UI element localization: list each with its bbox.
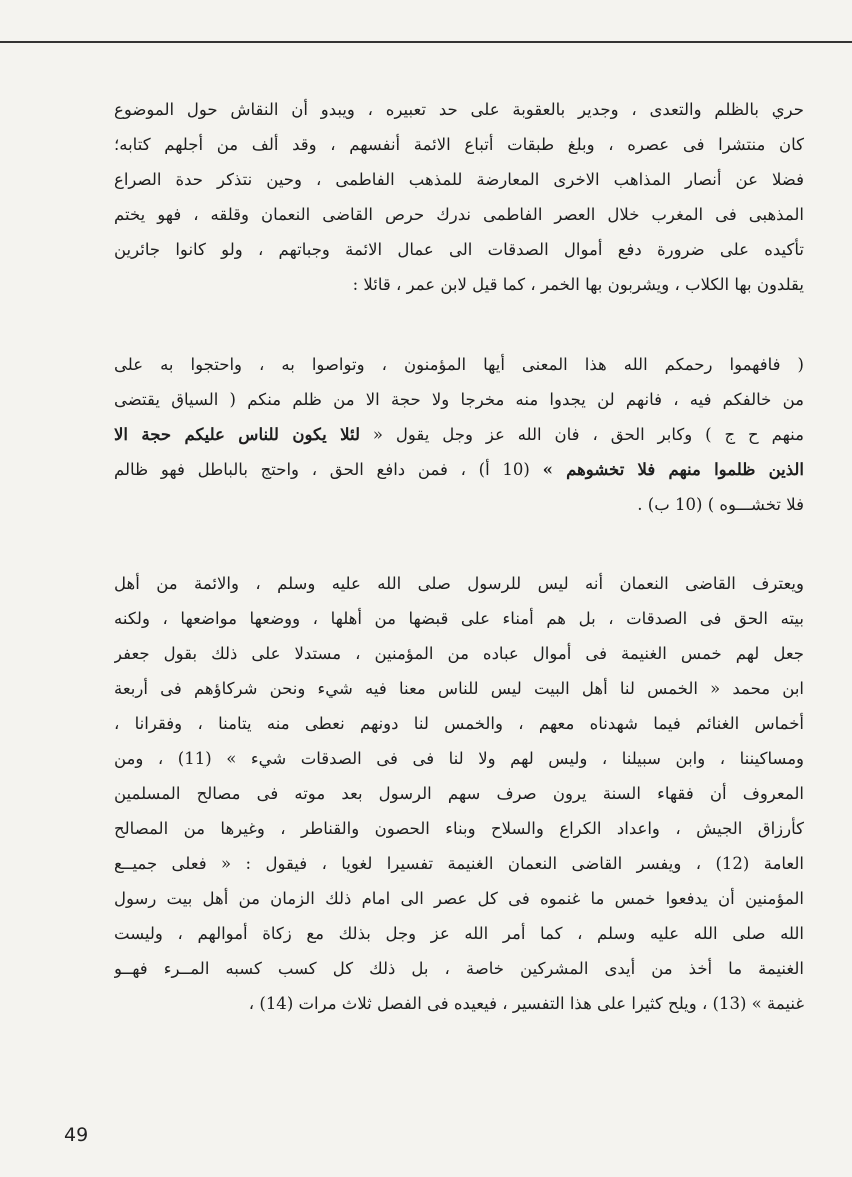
quote-line: من خالفكم فيه ، فانهم لن يجدوا منه مخرجا ولا حجة الا من ظلم منكم ( السياق يقتضى [114, 390, 804, 409]
paragraph-line: الله صلى الله عليه وسلم ، كما أمر الله عز وجل بذلك مع زكاة أموالهم ، وليست [114, 924, 804, 943]
paragraph-1 [114, 92, 804, 302]
paragraph-line: حري بالظلم والتعدى ، وجدير بالعقوبة على حد تعبيره ، ويبدو أن النقاش حول الموضوع [114, 100, 804, 119]
paragraph-line: جعل لهم خمس الغنيمة فى أموال عباده من المؤمنين ، مستدلا على ذلك بقول جعفر [114, 644, 804, 663]
quran-verse-text: الذين ظلموا منهم فلا تخشوهم » [542, 460, 804, 479]
quotation-paragraph [114, 347, 804, 522]
quote-text: منهم ح ج ) وكابر الحق ، فان الله عز وجل يقول « [372, 425, 804, 444]
paragraph-line: المعروف أن فقهاء السنة يرون صرف سهم الرسول بعد موته فى مصالح المسلمين [114, 784, 804, 803]
paragraph-line: كأرزاق الجيش ، واعداد الكراع والسلاح وبناء الحصون والقناطر ، وغيرها من المصالح [114, 819, 804, 838]
paragraph-line: الغنيمة ما أخذ من أيدى المشركين خاصة ، بل ذلك كل كسب كسبه المــرء فهــو [114, 959, 804, 978]
quote-line: فلا تخشـــوه ) (10 ب) . [637, 495, 804, 514]
paragraph-line: يقلدون بها الكلاب ، ويشربون بها الخمر ، كما قيل لابن عمر ، قائلا : [352, 275, 804, 294]
paragraph-3 [114, 566, 804, 1021]
page-number: 49 [64, 1124, 89, 1146]
header-rule [0, 41, 852, 43]
paragraph-line: ومساكيننا ، وابن سبيلنا ، وليس لهم ولا لنا فى فى الصدقات شيء » (11) ، ومن [114, 749, 804, 768]
quran-verse-text: لئلا يكون للناس عليكم حجة الا [114, 425, 360, 444]
paragraph-line: المذهبى فى المغرب خلال العصر الفاطمى ندرك حرص القاضى النعمان وقلقه ، فهو يختم [114, 205, 804, 224]
paragraph-line: أخماس الغنائم فيما شهدناه معهم ، والخمس لنا دونهم نعطى منه يتامنا ، وفقرانا ، [114, 714, 804, 733]
paragraph-line: بيته الحق فى الصدقات ، بل هم أمناء على قبضها من أهلها ، ووضعها مواضعها ، ولكنه [114, 609, 804, 628]
quote-line [114, 452, 804, 487]
quote-line: ( فافهموا رحمكم الله هذا المعنى أيها المؤمنون ، وتواصوا به ، واحتجوا به على [114, 355, 804, 374]
paragraph-line: العامة (12) ، ويفسر القاضى النعمان الغنيمة تفسيرا لغويا ، فيقول : « فعلى جميــع [114, 854, 804, 873]
paragraph-line: فضلا عن أنصار المذاهب الاخرى المعارضة للمذهب الفاطمى ، وحين نتذكر حدة الصراع [114, 170, 804, 189]
quote-line [114, 417, 804, 452]
paragraph-line: كان منتشرا فى عصره ، وبلغ طبقات أتباع الائمة أنفسهم ، وقد ألف من أجلهم كتابه؛ [114, 135, 804, 154]
paragraph-line: المؤمنين أن يدفعوا خمس ما غنموه فى كل عصر الى امام ذلك الزمان من أهل بيت رسول [114, 889, 804, 908]
paragraph-line: ويعترف القاضى النعمان أنه ليس للرسول صلى الله عليه وسلم ، والائمة من أهل [114, 574, 804, 593]
paragraph-line: تأكيده على ضرورة دفع أموال الصدقات الى عمال الائمة وجباتهم ، ولو كانوا جائرين [114, 240, 804, 259]
paragraph-line: ابن محمد « الخمس لنا أهل البيت ليس للناس معنا فيه شيء ونحن شركاؤهم فى أربعة [114, 679, 804, 698]
paragraph-line: غنيمة » (13) ، ويلح كثيرا على هذا التفسير ، فيعيده فى الفصل ثلاث مرات (14) ، [248, 994, 804, 1013]
quote-text: (10 أ) ، فمن دافع الحق ، واحتج بالباطل فهو ظالم [114, 460, 530, 479]
